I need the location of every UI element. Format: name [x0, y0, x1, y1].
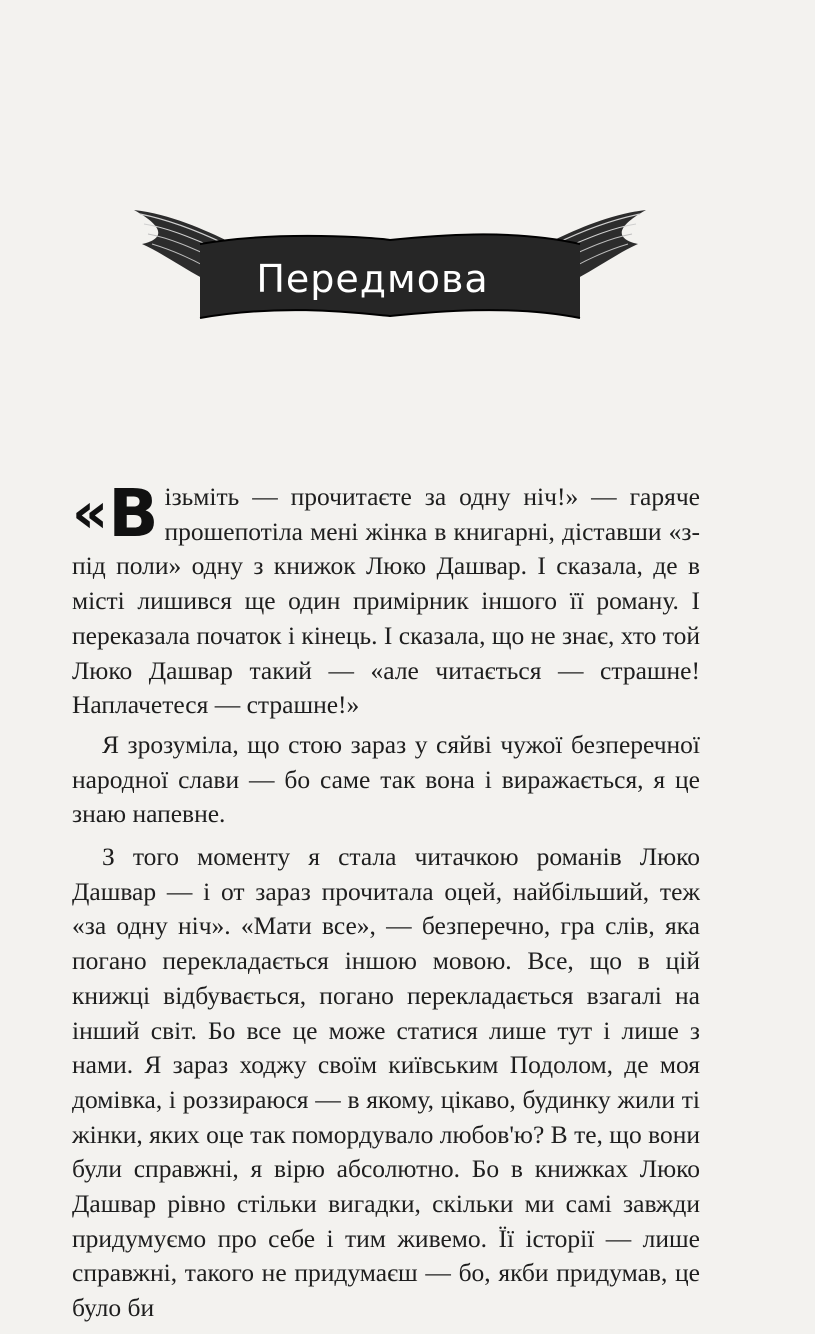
dropcap-letter: В [108, 475, 159, 552]
body-text [72, 475, 700, 1334]
dropcap-quote: « [72, 481, 109, 546]
paragraph-text: ізьміть — прочитаєте за одну ніч!» — гаряче прошепотіла мені жінка в книгарні, діставши «з-під поли» одну з книжок Люко Дашвар. І сказала, де в місті лишився ще один примірник іншого її роману. І переказала початок і кінець. І сказала, що не знає, хто той Люко Дашвар такий — «але читається — страшне! Наплачетеся — страшне!» [72, 482, 700, 720]
chapter-title: Передмова [256, 257, 489, 301]
paragraph: З того моменту я стала читачкою романів Люко Дашвар — і от зараз прочитала оцей, найбільший, теж «за одну ніч». «Мати все», — безперечно, гра слів, яка погано перекладається іншою мовою. Все, що в цій книжці відбувається, погано перекладається взагалі на інший світ. Бо все це може статися лише тут і лише з нами. Я зараз ходжу своїм київським Подолом, де моя домівка, і роззираюся — в якому, цікаво, будинку жили ті жінки, яких оце так помордувало любов'ю? В те, що вони були справжні, я вірю абсолютно. Бо в книжках Люко Дашвар рівно стільки вигадки, скільки ми самі завжди придумуємо про себе і тим живемо. Її історії — лише справжні, такого не придумаєш — бо, якби придумав, це було би [72, 842, 700, 1323]
paragraph-first [72, 475, 700, 723]
paragraph: Я зрозуміла, що стою зараз у сяйві чужої безперечної народної слави — бо саме так вона і виражається, я це знаю напевне. [72, 729, 700, 829]
dropcap [72, 475, 159, 552]
